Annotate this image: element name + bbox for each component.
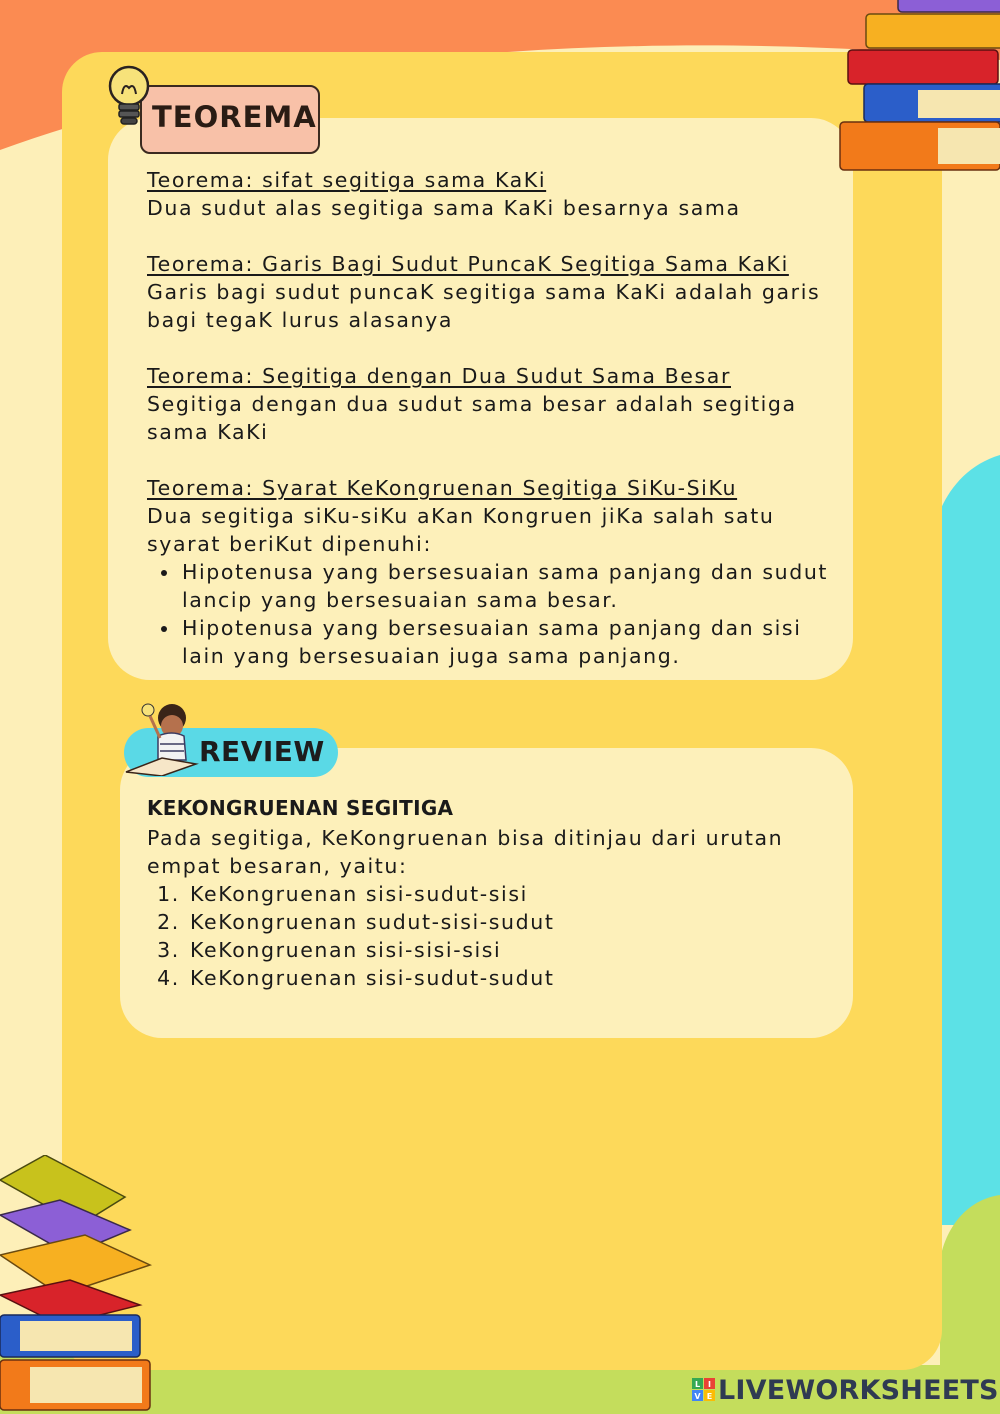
- girl-reading-illustration: [122, 696, 202, 776]
- teorema-tag-label: TEOREMA: [152, 100, 317, 134]
- teorema-section-2: [147, 250, 837, 334]
- section-title: Teorema: Garis Bagi Sudut PuncaK Segitiga Sama KaKi: [147, 252, 789, 276]
- liveworksheets-logo[interactable]: [692, 1375, 999, 1406]
- logo-letter: I: [708, 1380, 711, 1389]
- logo-letter: L: [694, 1380, 701, 1389]
- section-body: Dua segitiga siKu-siKu aKan Kongruen jiKa salah satu syarat beriKut dipenuhi:: [147, 504, 775, 556]
- section-title: Teorema: Segitiga dengan Dua Sudut Sama Besar: [147, 364, 731, 388]
- section-body: Segitiga dengan dua sudut sama besar adalah segitiga sama KaKi: [147, 392, 797, 444]
- list-item: • Hipotenusa yang bersesuaian sama panjang dan sudut lancip yang bersesuaian sama besar.: [180, 558, 837, 614]
- list-item: 3. KeKongruenan sisi-sisi-sisi: [188, 936, 837, 964]
- logo-letter: V: [694, 1392, 701, 1401]
- review-intro: Pada segitiga, KeKongruenan bisa ditinjau dari urutan empat besaran, yaitu:: [147, 826, 784, 878]
- teorema-section-1: [147, 166, 837, 222]
- numbered-list: [147, 880, 837, 992]
- book-stack-top-right: [838, 0, 1000, 190]
- list-item: • Hipotenusa yang bersesuaian sama panjang dan sisi lain yang bersesuaian juga sama panjang.: [180, 614, 837, 670]
- list-item: 2. KeKongruenan sudut-sisi-sudut: [188, 908, 837, 936]
- teorema-section-4: [147, 474, 837, 670]
- review-title: KEKONGRUENAN SEGITIGA: [147, 796, 454, 820]
- section-body: Garis bagi sudut puncaK segitiga sama KaKi adalah garis bagi tegaK lurus alasanya: [147, 280, 821, 332]
- list-item: 1. KeKongruenan sisi-sudut-sisi: [188, 880, 837, 908]
- review-content: [147, 794, 837, 992]
- review-tag-label: REVIEW: [199, 735, 325, 768]
- lightbulb-icon: [104, 64, 154, 134]
- liveworksheets-logo-icon: [692, 1378, 716, 1402]
- section-title: Teorema: Syarat KeKongruenan Segitiga SiKu-SiKu: [147, 476, 738, 500]
- liveworksheets-wordmark: LIVEWORKSHEETS: [718, 1375, 999, 1406]
- teorema-content: [147, 166, 837, 670]
- list-item: 4. KeKongruenan sisi-sudut-sudut: [188, 964, 837, 992]
- logo-letter: E: [706, 1392, 713, 1401]
- bullet-list: [147, 558, 837, 670]
- book-stack-bottom-left: [0, 1155, 165, 1414]
- section-body: Dua sudut alas segitiga sama KaKi besarnya sama: [147, 196, 741, 220]
- teorema-section-3: [147, 362, 837, 446]
- teorema-tag: [140, 85, 320, 154]
- section-title: Teorema: sifat segitiga sama KaKi: [147, 168, 547, 192]
